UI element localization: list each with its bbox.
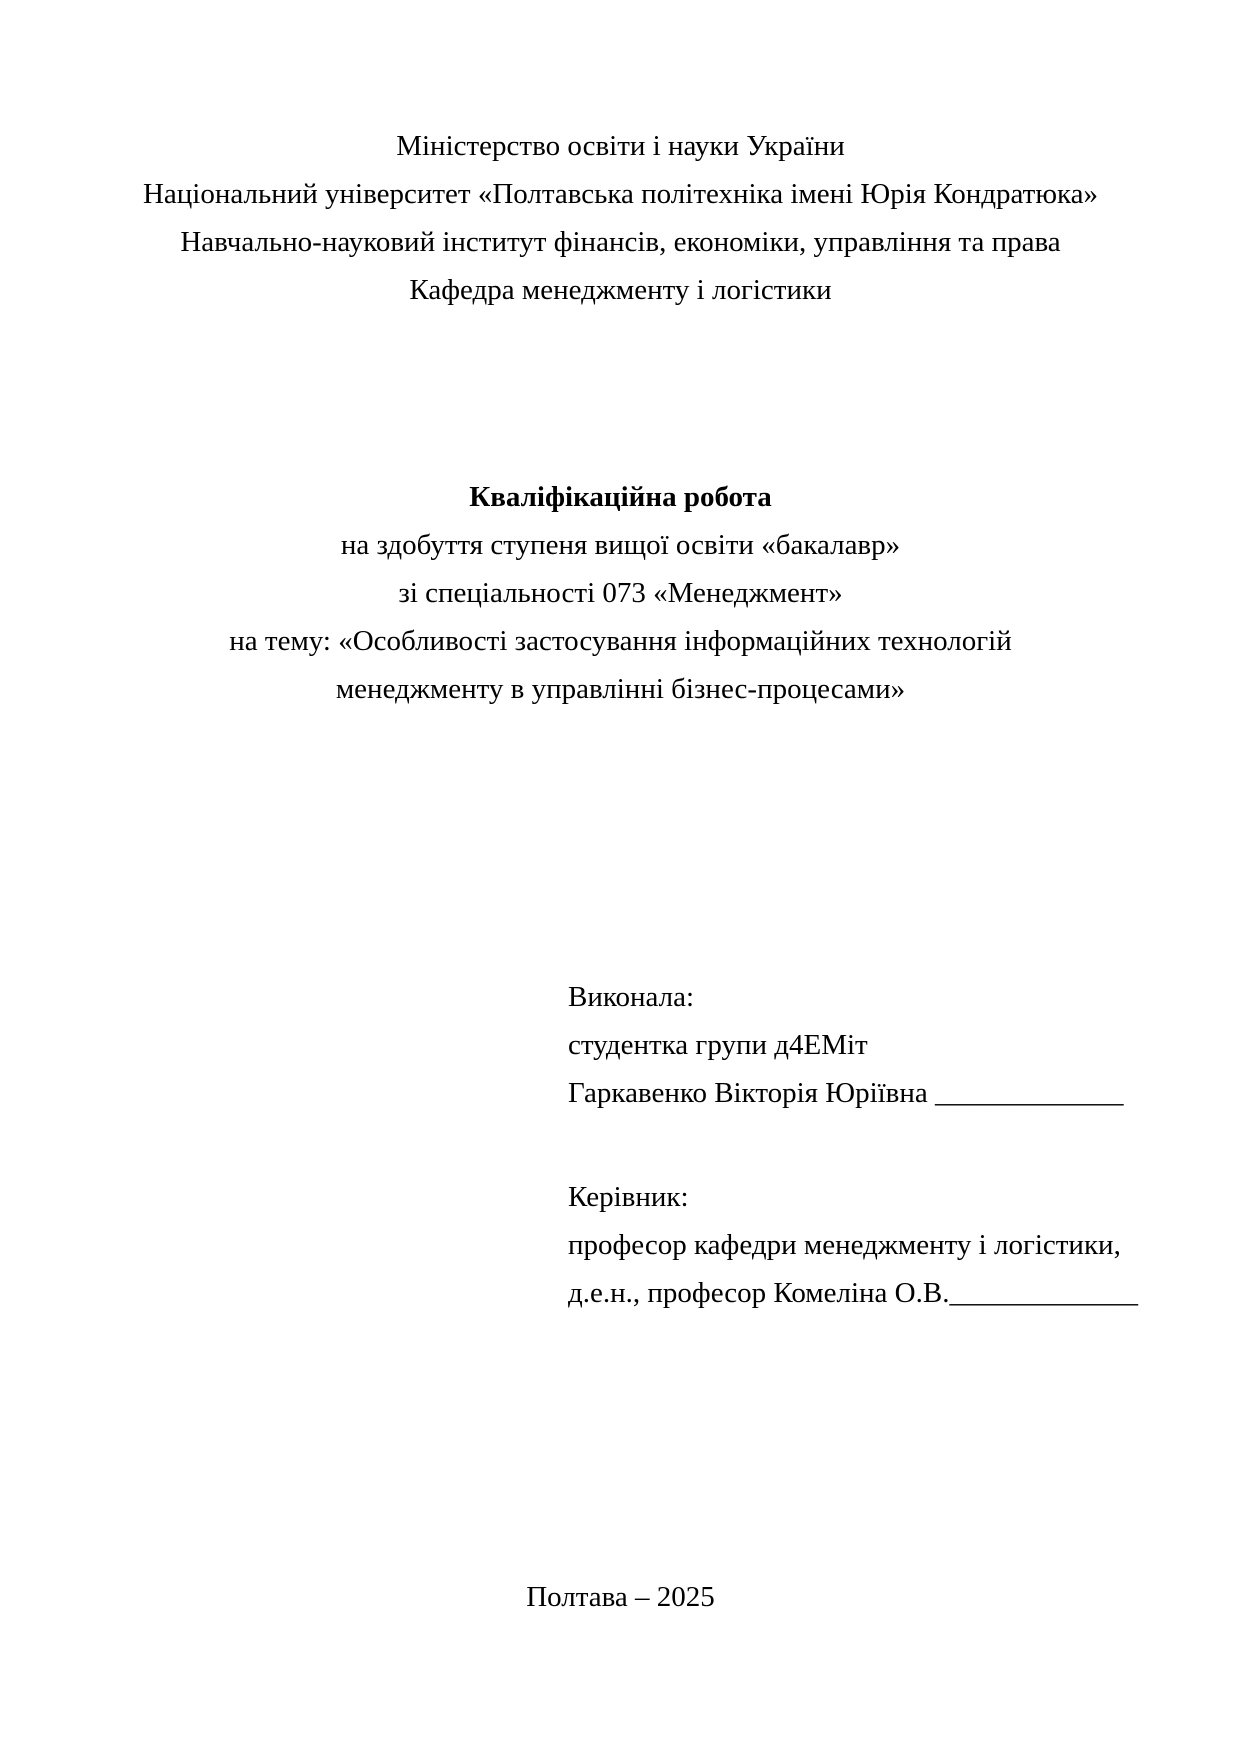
department-line: Кафедра менеджменту і логістики (409, 274, 832, 306)
topic-line-1: на тему: «Особливості застосування інформаційних технологій (229, 625, 1012, 657)
author-group: студентка групи д4ЕМіт (568, 1029, 868, 1061)
university-line: Національний університет «Полтавська політехніка імені Юрія Кондратюка» (142, 178, 1099, 210)
degree-line: на здобуття ступеня вищої освіти «бакалавр» (340, 529, 901, 561)
ministry-line: Міністерство освіти і науки України (396, 130, 845, 162)
supervisor-label: Керівник: (568, 1181, 689, 1213)
work-title: Кваліфікаційна робота (469, 481, 772, 513)
supervisor-position: професор кафедри менеджменту і логістики, (568, 1229, 1121, 1261)
topic-line-2: менеджменту в управлінні бізнес-процесами» (335, 673, 906, 705)
city-year: Полтава – 2025 (526, 1581, 715, 1613)
supervisor-name: д.е.н., професор Комеліна О.В._____________ (568, 1277, 1138, 1309)
author-name: Гаркавенко Вікторія Юріївна _____________ (568, 1077, 1124, 1109)
institute-line: Навчально-науковий інститут фінансів, економіки, управління та права (180, 226, 1061, 258)
specialty-line: зі спеціальності 073 «Менеджмент» (398, 577, 843, 609)
author-label: Виконала: (568, 981, 695, 1013)
